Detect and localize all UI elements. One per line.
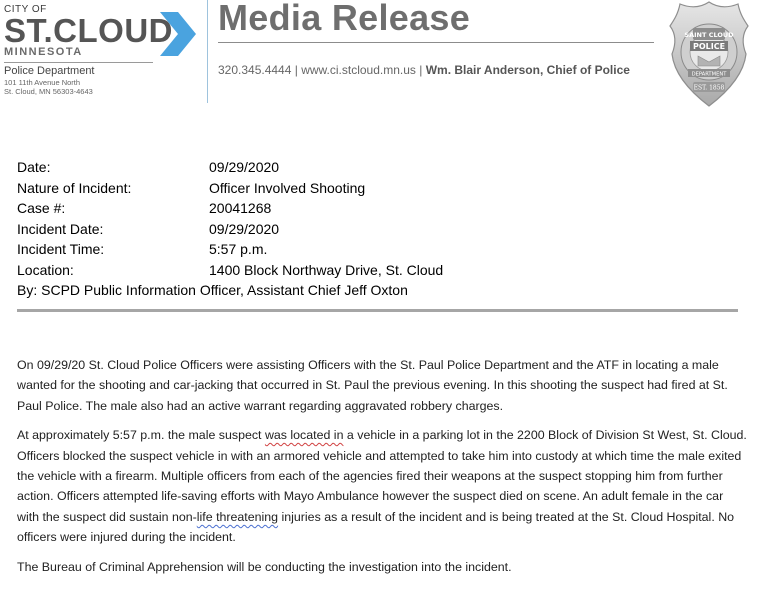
contact-line <box>218 63 630 77</box>
contact-separator: | <box>415 63 426 77</box>
chevron-right-icon <box>158 10 198 58</box>
logo-address-line1: 101 11th Avenue North <box>4 78 81 87</box>
field-value: 5:57 p.m. <box>209 241 268 257</box>
city-logo <box>4 4 204 96</box>
title-underline <box>218 42 654 43</box>
field-label: Nature of Incident: <box>17 179 132 196</box>
badge-top-text: SAINT CLOUD <box>684 31 734 39</box>
paragraph-2-text: injuries as a result of the incident and is being treated at the St. Cloud Hospital. No officers were injured during the incident. <box>17 509 735 545</box>
header-vertical-divider <box>207 0 208 103</box>
logo-department: Police Department <box>4 65 95 77</box>
paragraph-1: On 09/29/20 St. Cloud Police Officers were assisting Officers with the St. Paul Police Department and the ATF in locating a male wanted for the shooting and car-jacking that occurred in St. Paul the previous evening. In this shooting the suspect had fired at St. Paul Police. The male also had an active warrant regarding aggravated robbery charges. <box>17 358 728 413</box>
website-link[interactable]: www.ci.stcloud.mn.us <box>301 63 416 77</box>
field-label: Case #: <box>17 200 66 216</box>
grammar-marked-text: life threatening <box>196 509 279 524</box>
spellcheck-marked-text: was located in <box>264 428 344 443</box>
paragraph-2 <box>17 425 747 547</box>
field-label: Location: <box>17 261 74 278</box>
release-body <box>17 355 747 586</box>
field-value: Officer Involved Shooting <box>209 179 366 196</box>
badge-est-text: EST. 1858 <box>693 84 725 92</box>
field-value: 09/29/2020 <box>209 159 280 175</box>
police-badge-icon <box>668 0 750 108</box>
byline: By: SCPD Public Information Officer, Assistant Chief Jeff Oxton <box>17 282 408 298</box>
paragraph-2-text: At approximately 5:57 p.m. the male suspect <box>17 428 265 443</box>
field-value: 09/29/2020 <box>209 220 280 237</box>
logo-name: ST.CLOUD <box>4 12 173 49</box>
contact-separator: | <box>291 63 302 77</box>
paragraph-2-text: a vehicle in a parking lot in the 2200 Block of Division St West, St. Cloud. Officers blocked the suspect vehicle in with an armored vehicle and attempted to take him into custody at which time the male exited the vehicle with a firearm. Multiple officers from each of the agencies fired their weapons at the suspect stopping him from further action. Officers attempted life-saving efforts with Mayo Ambulance however the suspect died on scene. An adult female in the car with the suspect did sustain non- <box>17 428 747 524</box>
field-label: Date: <box>17 159 51 175</box>
section-divider <box>17 309 738 312</box>
field-label: Incident Time: <box>17 241 105 257</box>
badge-center-text: POLICE <box>692 42 726 51</box>
field-label: Incident Date: <box>17 220 104 237</box>
phone-number: 320.345.4444 <box>218 63 292 77</box>
field-value: 20041268 <box>209 200 272 216</box>
logo-address-line2: St. Cloud, MN 56303-4643 <box>4 87 93 96</box>
badge-bottom-text: DEPARTMENT <box>691 71 727 78</box>
page-title: Media Release <box>218 0 471 38</box>
logo-divider <box>4 62 153 63</box>
logo-city-of: CITY OF <box>4 4 47 15</box>
field-value: 1400 Block Northway Drive, St. Cloud <box>209 261 444 278</box>
paragraph-3: The Bureau of Criminal Apprehension will be conducting the investigation into the incident. <box>17 559 512 574</box>
chief-name: Wm. Blair Anderson, Chief of Police <box>425 63 630 77</box>
logo-state: MINNESOTA <box>4 46 83 58</box>
